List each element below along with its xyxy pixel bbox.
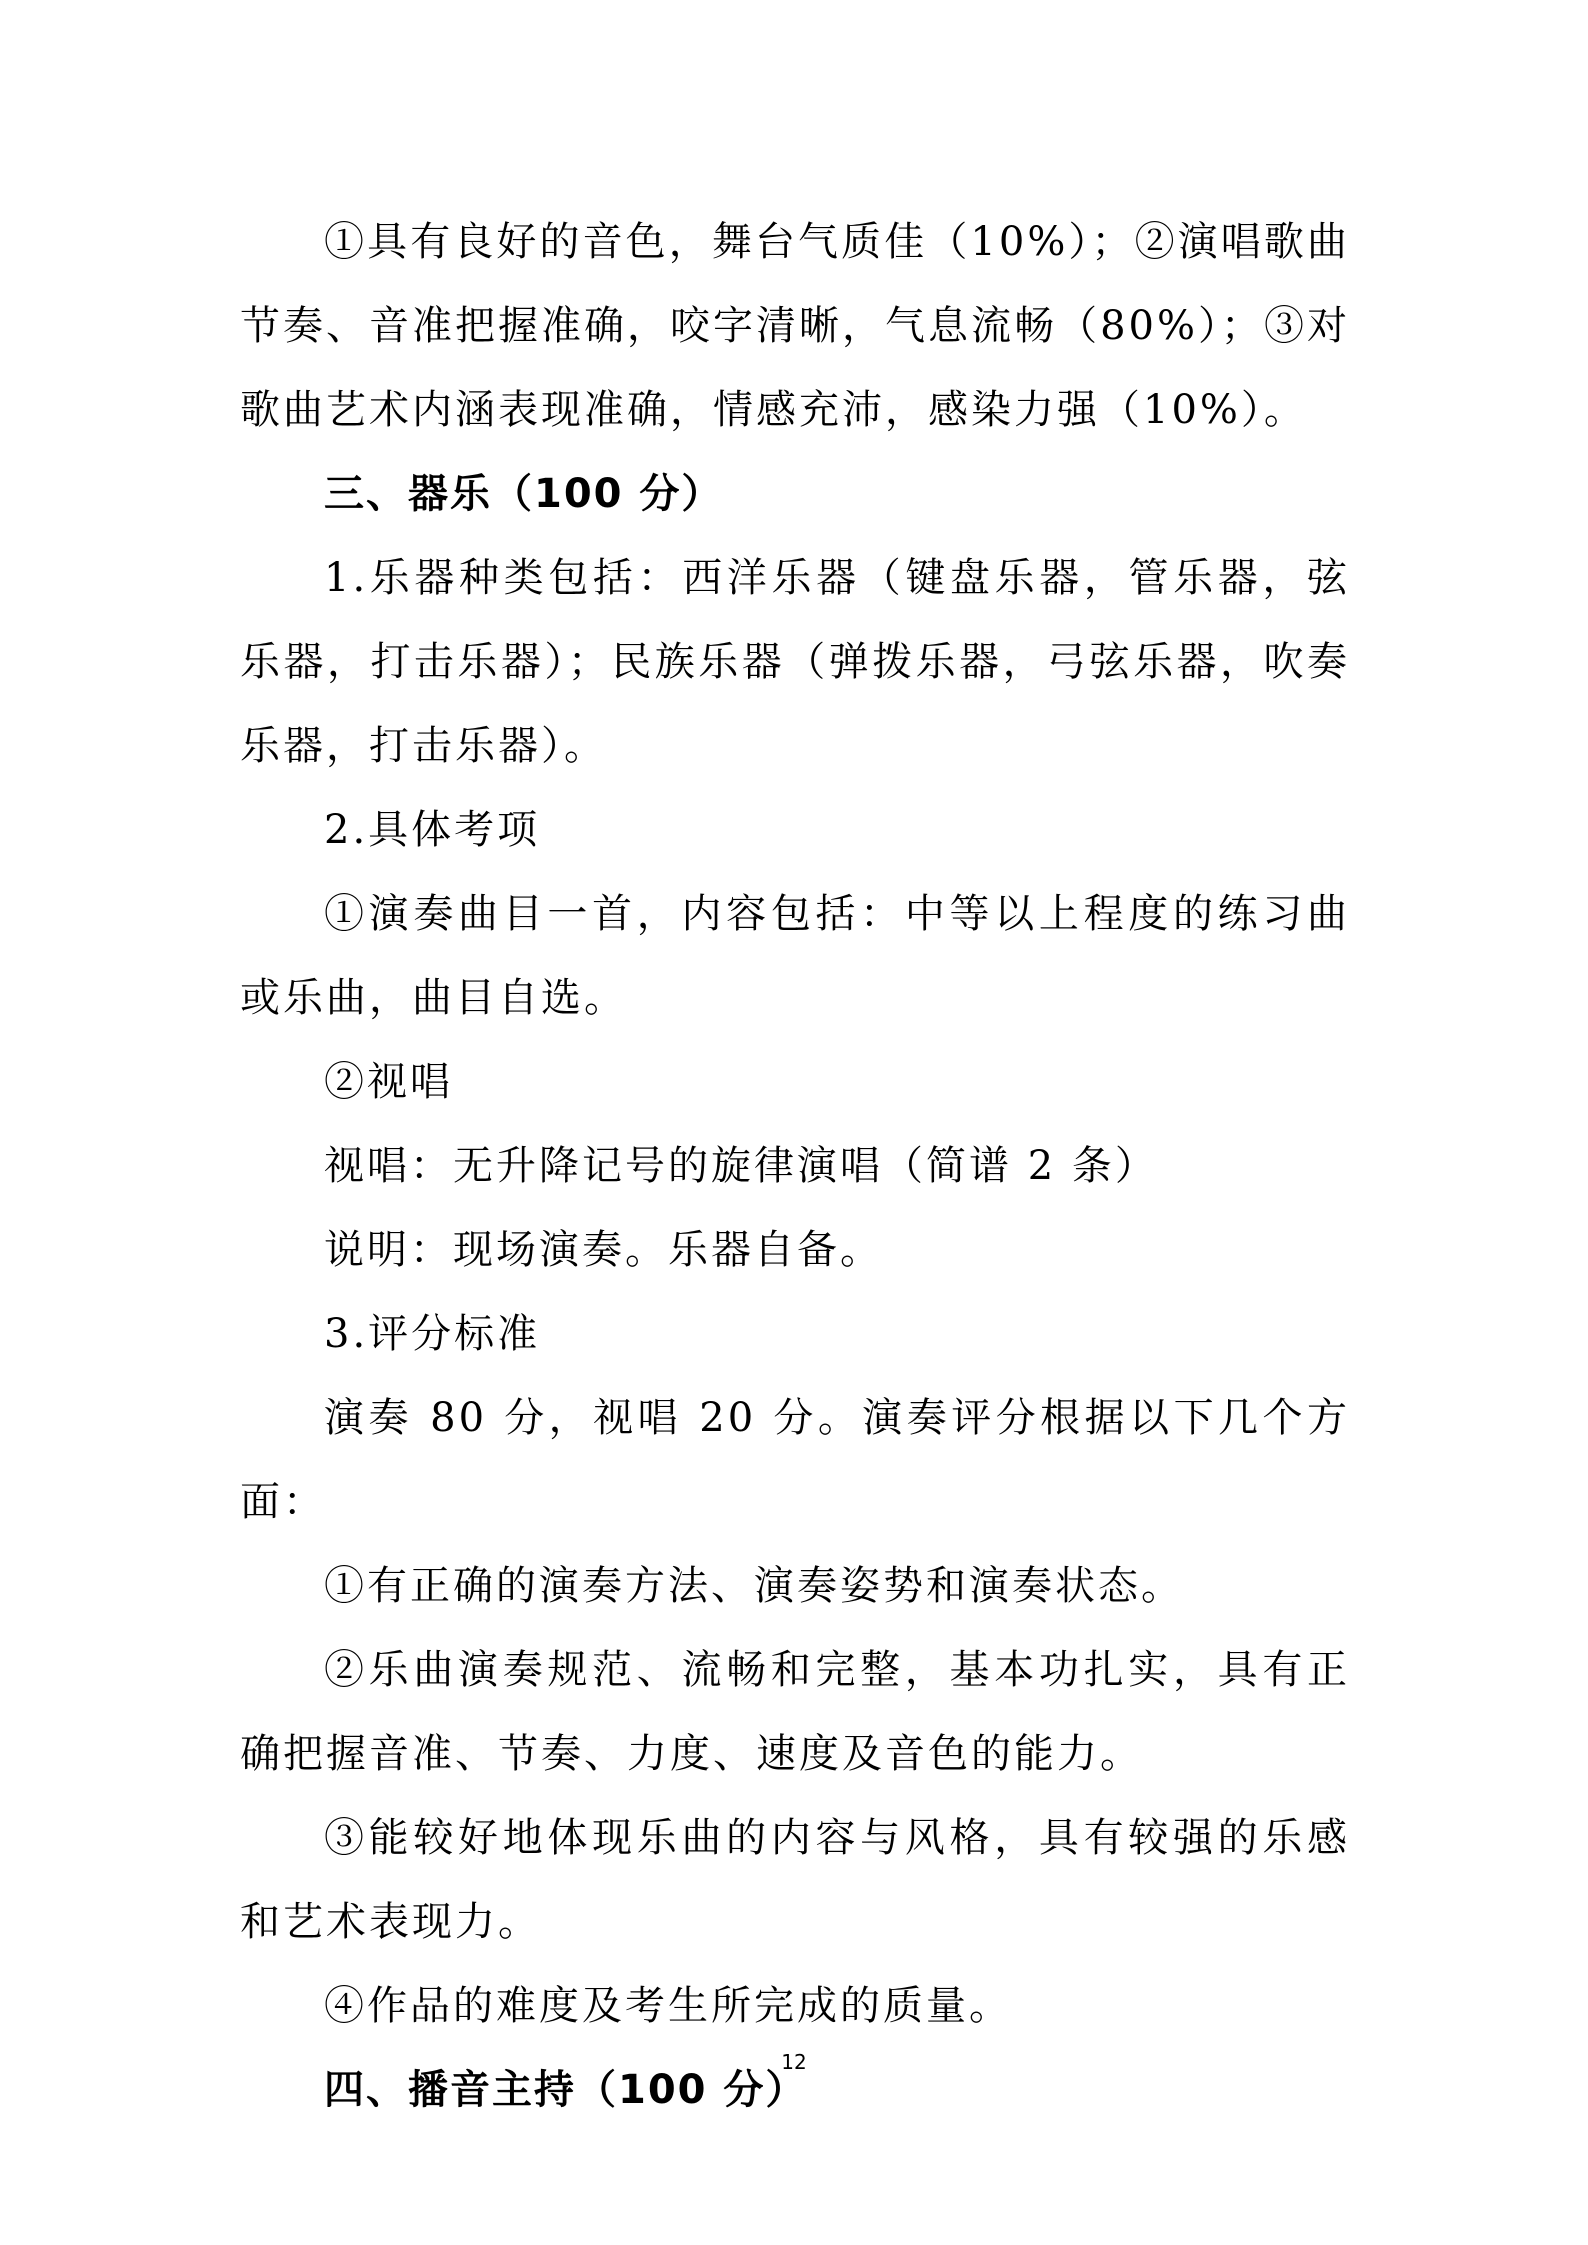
paragraph-score-split: 演奏 80 分，视唱 20 分。演奏评分根据以下几个方面：: [240, 1395, 1350, 1525]
paragraph-sight-singing-title: ②视唱: [324, 1059, 453, 1105]
page-number: 12: [781, 2050, 807, 2074]
paragraph-performance-piece: ①演奏曲目一首，内容包括：中等以上程度的练习曲或乐曲，曲目自选。: [240, 891, 1350, 1021]
paragraph-scoring-title: 3.评分标准: [324, 1311, 541, 1357]
section-heading-instrumental: 三、器乐（100 分）: [324, 471, 724, 517]
paragraph-vocal-criteria: ①具有良好的音色，舞台气质佳（10%）；②演唱歌曲节奏、音准把握准确，咬字清晰，气息流畅（80%）；③对歌曲艺术内涵表现准确，情感充沛，感染力强（10%）。: [240, 219, 1350, 433]
section-heading-broadcasting: 四、播音主持（100 分）: [324, 2067, 808, 2113]
paragraph-specific-items: 2.具体考项: [324, 807, 541, 853]
paragraph-criterion-2: ②乐曲演奏规范、流畅和完整，基本功扎实，具有正确把握音准、节奏、力度、速度及音色的能力。: [240, 1647, 1350, 1777]
paragraph-sight-singing-detail: 视唱：无升降记号的旋律演唱（简谱 2 条）: [324, 1143, 1158, 1189]
paragraph-instrument-types: 1.乐器种类包括：西洋乐器（键盘乐器，管乐器，弦乐器，打击乐器）；民族乐器（弹拨乐器，弓弦乐器，吹奏乐器，打击乐器）。: [240, 555, 1350, 769]
paragraph-criterion-1: ①有正确的演奏方法、演奏姿势和演奏状态。: [324, 1563, 1184, 1609]
paragraph-criterion-4: ④作品的难度及考生所完成的质量。: [324, 1983, 1012, 2029]
paragraph-note: 说明：现场演奏。乐器自备。: [324, 1227, 883, 1273]
paragraph-criterion-3: ③能较好地体现乐曲的内容与风格，具有较强的乐感和艺术表现力。: [240, 1815, 1350, 1945]
document-body: [240, 200, 1350, 2132]
